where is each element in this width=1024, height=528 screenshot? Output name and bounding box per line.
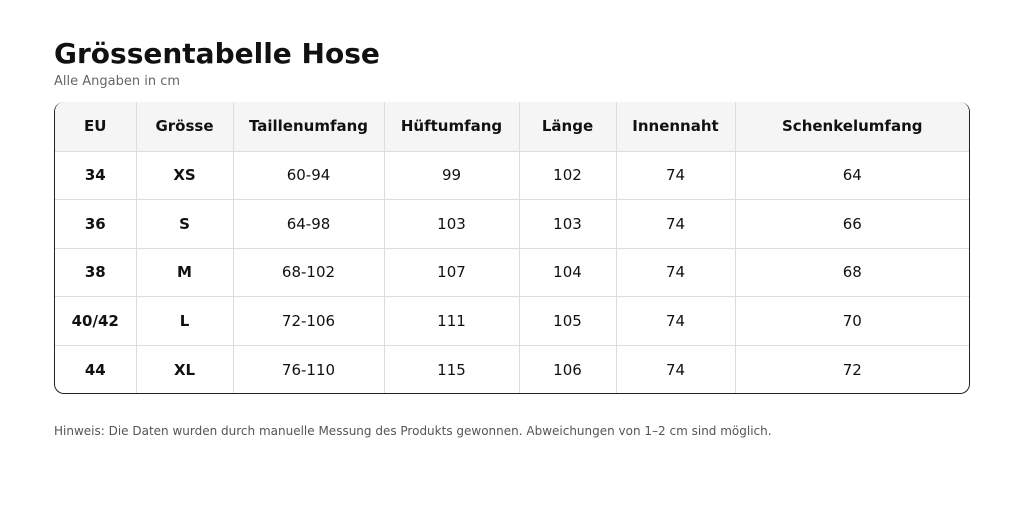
cell-laenge: 102 bbox=[519, 151, 616, 200]
cell-schenkelumfang: 72 bbox=[842, 360, 862, 379]
cell-eu: 36 bbox=[55, 200, 136, 249]
cell-laenge: 105 bbox=[519, 297, 616, 346]
cell-hueftumfang: 111 bbox=[384, 297, 519, 346]
cell-innennaht: 74 bbox=[616, 248, 735, 297]
cell-hueftumfang: 115 bbox=[384, 345, 519, 394]
page-title: Grössentabelle Hose bbox=[54, 37, 380, 70]
size-table-container bbox=[54, 102, 970, 394]
table-row bbox=[55, 297, 969, 346]
cell-eu: 44 bbox=[55, 345, 136, 394]
column-header-hueftumfang: Hüftumfang bbox=[384, 102, 519, 151]
cell-innennaht: 74 bbox=[616, 151, 735, 200]
cell-innennaht: 74 bbox=[616, 200, 735, 249]
column-header-eu: EU bbox=[55, 102, 136, 151]
cell-hueftumfang: 103 bbox=[384, 200, 519, 249]
cell-hueftumfang: 107 bbox=[384, 248, 519, 297]
page-subtitle: Alle Angaben in cm bbox=[54, 74, 181, 89]
cell-innennaht: 74 bbox=[616, 345, 735, 394]
cell-schenkelumfang: 68 bbox=[735, 248, 969, 297]
footnote: Hinweis: Die Daten wurden durch manuelle Messung des Produkts gewonnen. Abweichungen von 1–2 cm sind möglich. bbox=[54, 424, 772, 438]
column-header-innennaht: Innennaht bbox=[616, 102, 735, 151]
cell-groesse: M bbox=[136, 248, 233, 297]
cell-schenkelumfang: 70 bbox=[735, 297, 969, 346]
cell-groesse: XS bbox=[136, 151, 233, 200]
column-header-taillenumfang: Taillenumfang bbox=[233, 102, 384, 151]
cell-innennaht: 74 bbox=[616, 297, 735, 346]
cell-taillenumfang: 68-102 bbox=[233, 248, 384, 297]
table-row bbox=[55, 345, 969, 394]
table-row bbox=[55, 248, 969, 297]
cell-taillenumfang: 76-110 bbox=[233, 345, 384, 394]
cell-taillenumfang: 72-106 bbox=[233, 297, 384, 346]
cell-hueftumfang: 99 bbox=[384, 151, 519, 200]
table-row bbox=[55, 151, 969, 200]
cell-eu: 38 bbox=[55, 248, 136, 297]
cell-groesse: L bbox=[136, 297, 233, 346]
size-table bbox=[55, 102, 969, 394]
cell-schenkelumfang: 66 bbox=[735, 200, 969, 249]
table-row bbox=[55, 200, 969, 249]
cell-groesse: S bbox=[136, 200, 233, 249]
cell-taillenumfang: 60-94 bbox=[233, 151, 384, 200]
cell-groesse: XL bbox=[136, 345, 233, 394]
cell-eu: 34 bbox=[55, 151, 136, 200]
column-header-groesse: Grösse bbox=[136, 102, 233, 151]
cell-laenge: 103 bbox=[519, 200, 616, 249]
cell-eu: 40/42 bbox=[55, 297, 136, 346]
cell-taillenumfang: 64-98 bbox=[233, 200, 384, 249]
cell-schenkelumfang: 64 bbox=[735, 151, 969, 200]
table-header-row bbox=[55, 102, 969, 151]
column-header-laenge: Länge bbox=[519, 102, 616, 151]
column-header-schenkelumfang: Schenkelumfang bbox=[735, 102, 969, 151]
cell-laenge: 106 bbox=[519, 345, 616, 394]
cell-laenge: 104 bbox=[519, 248, 616, 297]
